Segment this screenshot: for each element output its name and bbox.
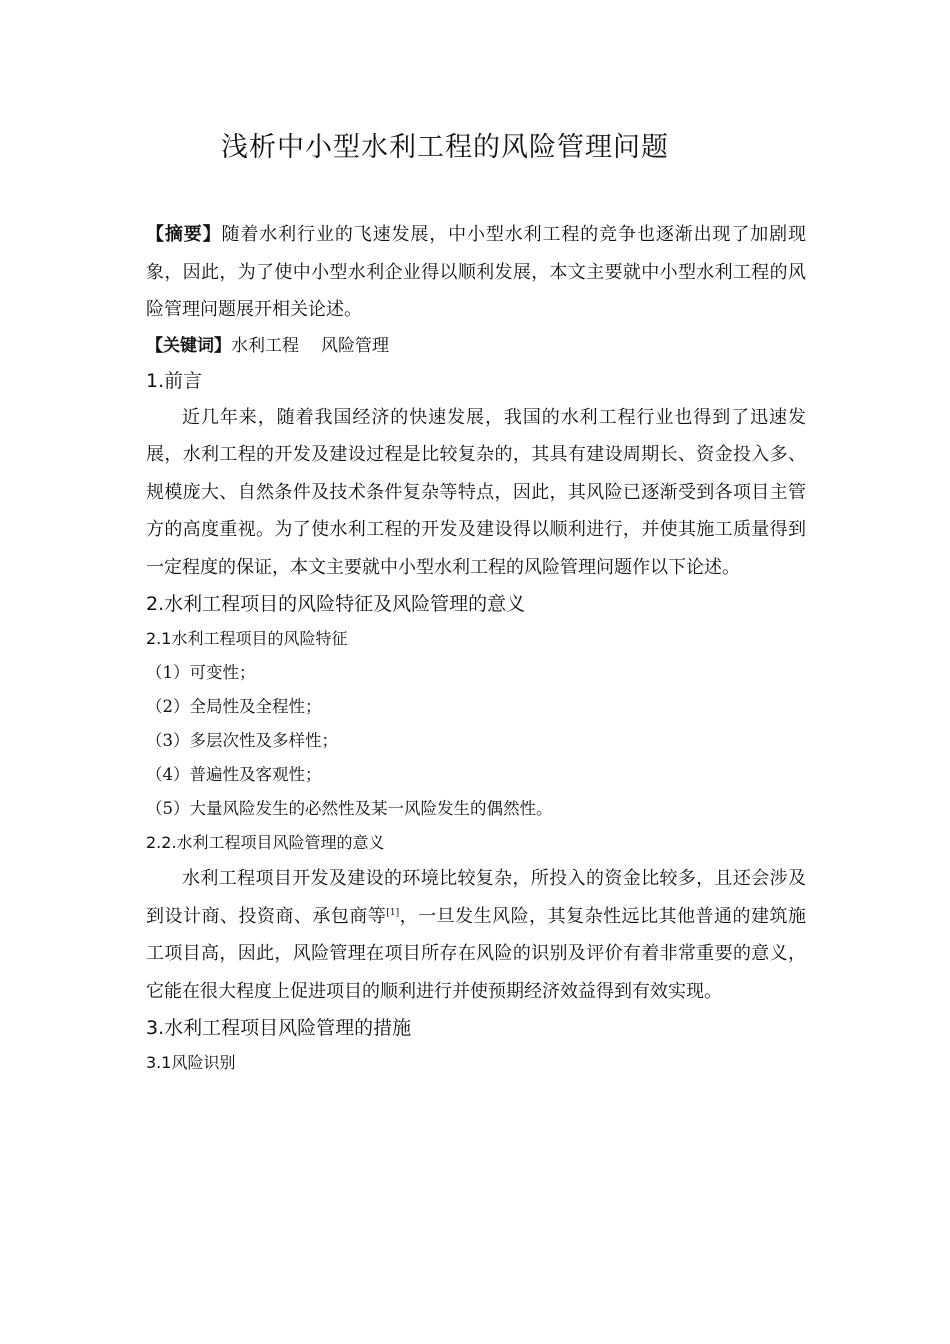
list-item: （4）普遍性及客观性；	[146, 765, 322, 784]
keywords-line	[146, 329, 806, 363]
paragraph-text: ，一旦发生风险，其复杂性远比其他普通的建筑施工项目高，因此，风险管理在项目所存在风险的识别及评价有着非常重要的意义，它能在很大程度上促进项目的顺利进行并使预期经济效益得到有效实现。	[146, 905, 806, 1002]
abstract-paragraph	[146, 216, 806, 329]
section-heading-3: 3.水利工程项目风险管理的措施	[146, 1017, 412, 1039]
subsection-heading-3-1: 3.1风险识别	[146, 1053, 236, 1072]
section-heading-2: 2.水利工程项目的风险特征及风险管理的意义	[146, 593, 526, 615]
abstract-label: 【摘要】	[146, 224, 222, 245]
abstract-text: 随着水利行业的飞速发展，中小型水利工程的竞争也逐渐出现了加剧现象，因此，为了使中小型水利企业得以顺利发展，本文主要就中小型水利工程的风险管理问题展开相关论述。	[146, 224, 806, 320]
keywords-label: 【关键词】	[146, 335, 231, 356]
document-body	[146, 216, 806, 1080]
subsection-heading-2-2: 2.2.水利工程项目风险管理的意义	[146, 833, 385, 852]
list-item: （5）大量风险发生的必然性及某一风险发生的偶然性。	[146, 799, 553, 818]
keyword-item: 风险管理	[321, 335, 389, 356]
section-heading-1: 1.前言	[146, 369, 203, 392]
document-title: 浅析中小型水利工程的风险管理问题	[221, 132, 669, 163]
section-1-paragraph: 近几年来，随着我国经济的快速发展，我国的水利工程行业也得到了迅速发展，水利工程的开发及建设过程是比较复杂的，其具有建设周期长、资金投入多、规模庞大、自然条件及技术条件复杂等特点，因此，其风险已逐渐受到各项目主管方的高度重视。为了使水利工程的开发及建设得以顺利进行，并使其施工质量得到一定程度的保证，本文主要就中小型水利工程的风险管理问题作以下论述。	[146, 406, 806, 578]
paragraph-text: 水利工程项目开发及建设的环境比较复杂，所投入的资金比较多，且还会涉及到设计商、投资商、承包商等	[146, 868, 806, 927]
keyword-item: 水利工程	[231, 335, 299, 356]
subsection-heading-2-1: 2.1水利工程项目的风险特征	[146, 629, 348, 648]
citation-ref: [1]	[386, 907, 400, 918]
list-item: （2）全局性及全程性；	[146, 697, 322, 716]
list-item: （3）多层次性及多样性；	[146, 731, 338, 750]
section-2-2-paragraph	[146, 860, 806, 1010]
list-item: （1）可变性；	[146, 663, 256, 682]
